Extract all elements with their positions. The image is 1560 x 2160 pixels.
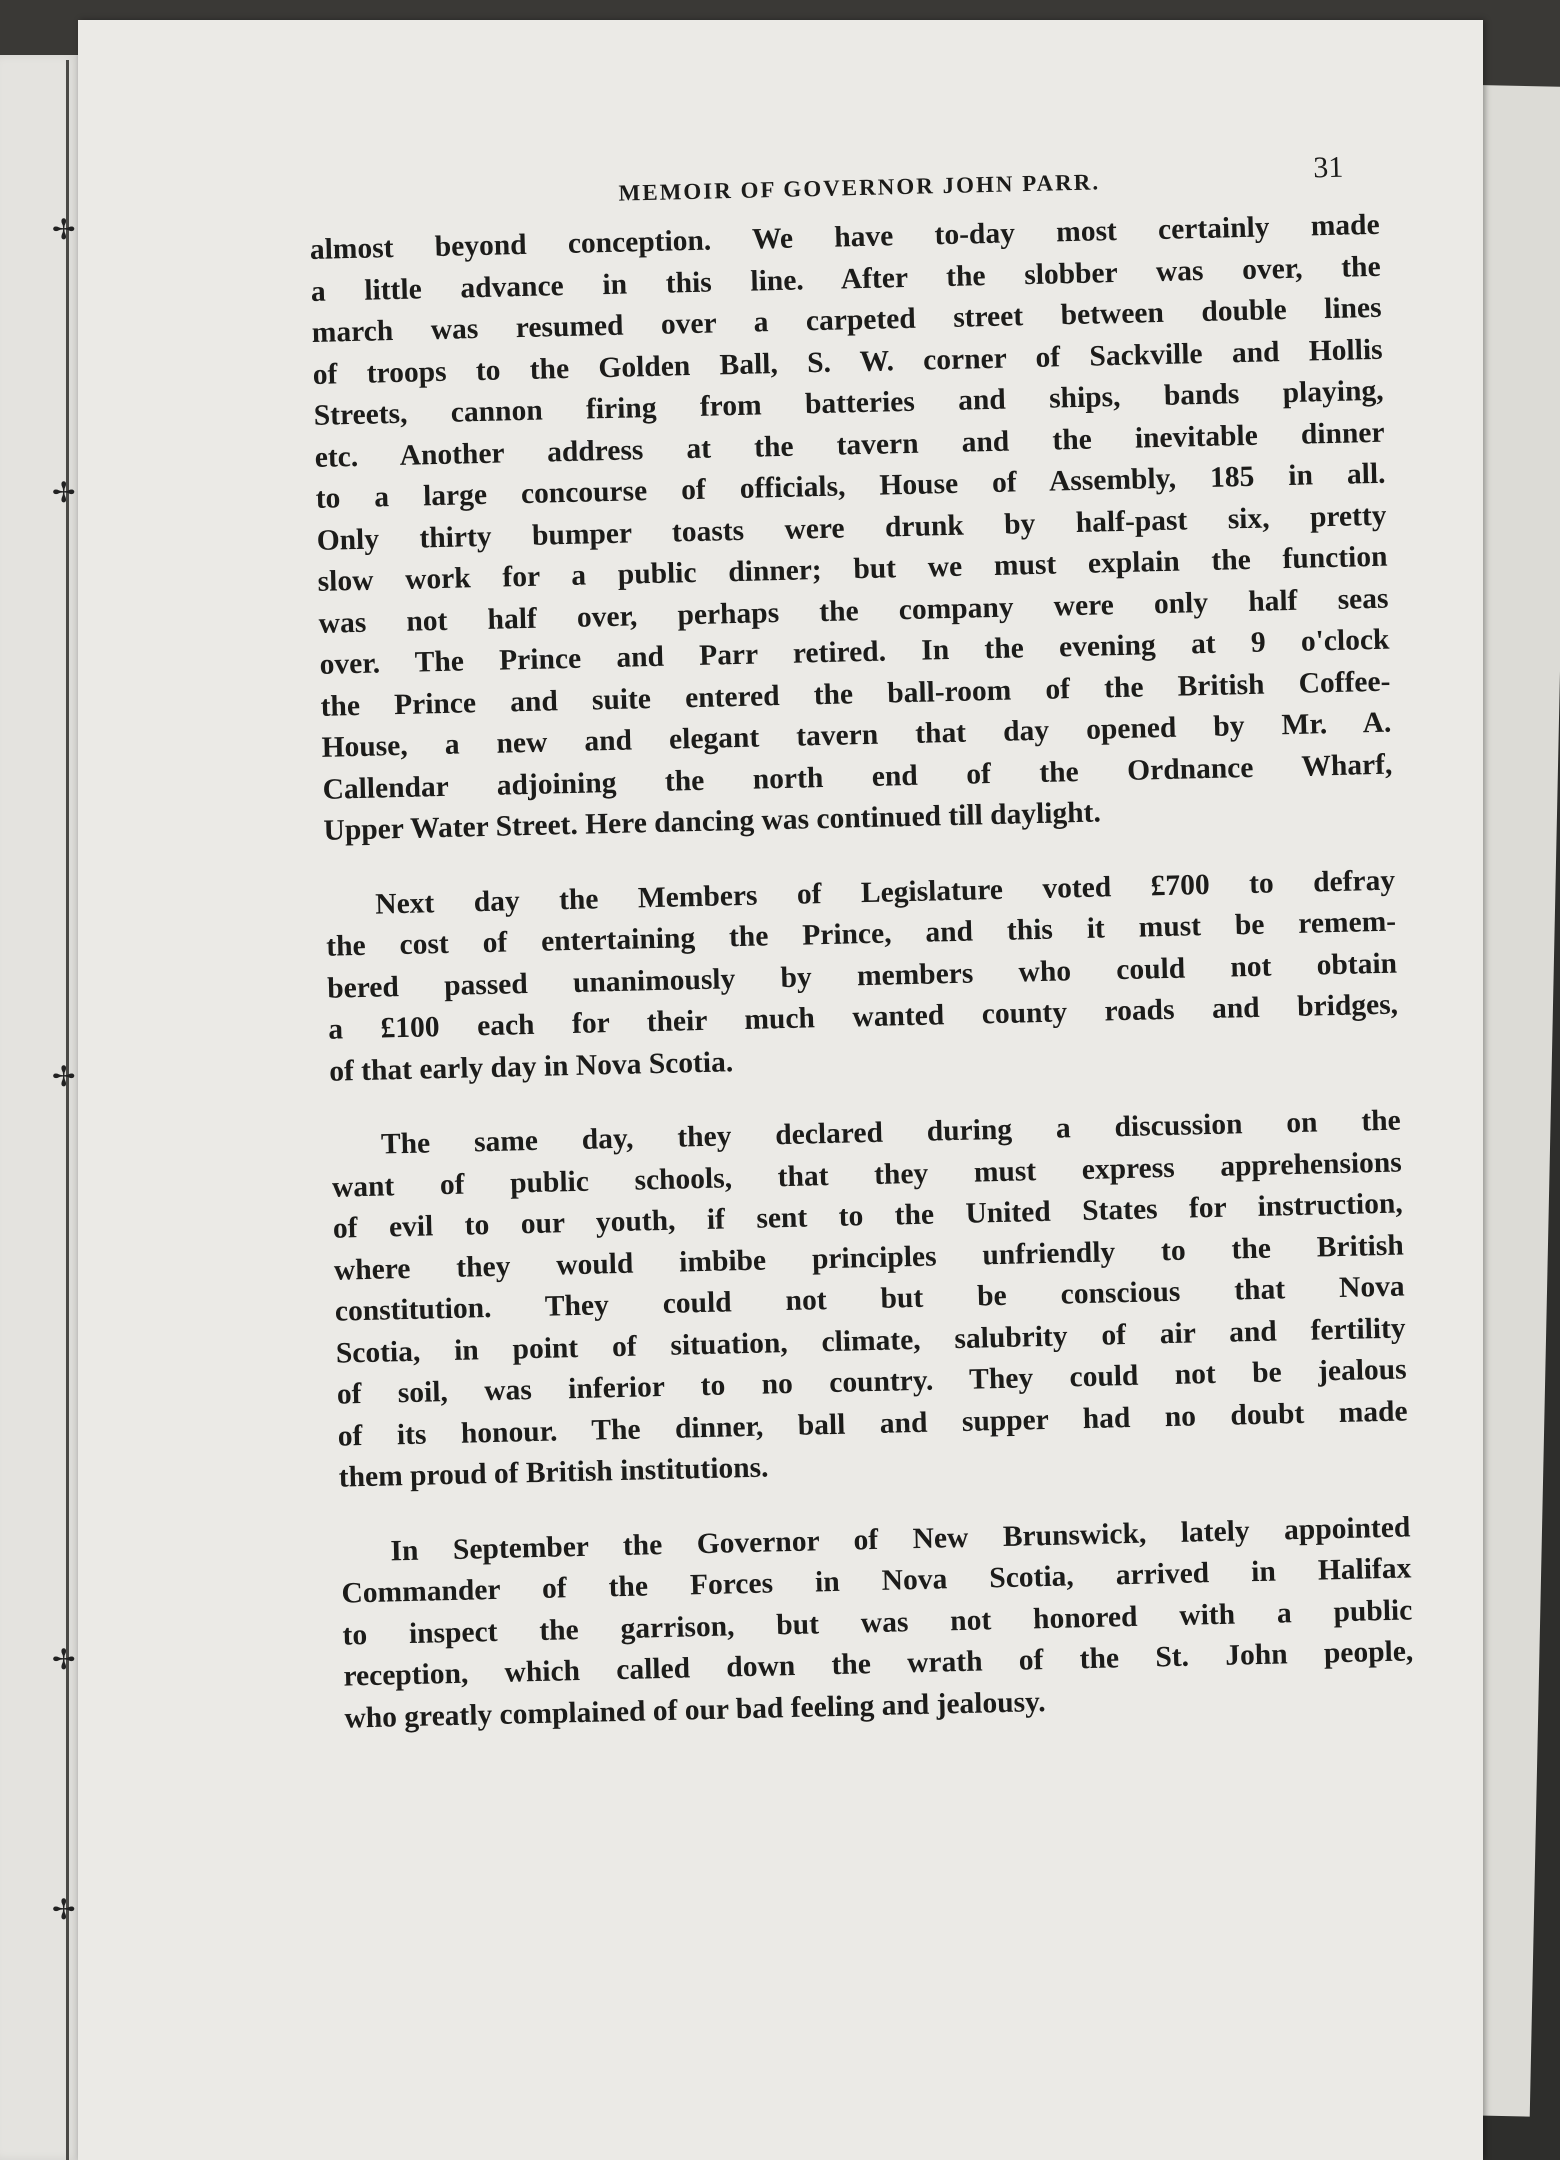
text-line: over. The Prince and Parr retired. In the evening at 9 o'clock (319, 623, 1390, 681)
text-line: Only thirty bumper toasts were drunk by half-past six, pretty (316, 499, 1387, 557)
text-line: of soil, was inferior to no country. They could not be jealous (336, 1353, 1407, 1411)
text-line: the cost of entertaining the Prince, and this it must be remem- (325, 905, 1397, 963)
text-line: bered passed unanimously by members who could not obtain (326, 947, 1398, 1005)
text-line: a little advance in this line. After the slobber was over, the (310, 250, 1381, 308)
book-page (78, 20, 1483, 2160)
text-line: Streets, cannon firing from batteries and ships, bands playing, (313, 374, 1384, 432)
text-line: Upper Water Street. Here dancing was continued till daylight. (323, 796, 1102, 847)
paragraph-4 (340, 1507, 1415, 1740)
text-line: In September the Governor of New Brunswick, lately appointed (390, 1510, 1411, 1567)
text-line: reception, which called down the wrath of the St. John people, (343, 1635, 1414, 1693)
paragraph-2 (325, 860, 1400, 1093)
binding-stitch: ✢ (52, 1895, 76, 1926)
text-line: where they would imbibe principles unfriendly to the British (333, 1228, 1405, 1287)
text-line: who greatly complained of our bad feeling and jealousy. (344, 1685, 1046, 1735)
binding-stitch: ✢ (52, 478, 76, 509)
text-line: of that early day in Nova Scotia. (328, 1045, 734, 1088)
text-line: to a large concourse of officials, House of Assembly, 185 in all. (315, 457, 1386, 515)
text-line: House, a new and elegant tavern that day opened by Mr. A. (321, 706, 1392, 764)
text-line: etc. Another address at the tavern and the inevitable dinner (314, 416, 1385, 474)
text-line: Commander of the Forces in Nova Scotia, arrived in Halifax (341, 1552, 1412, 1610)
paragraph-1 (309, 205, 1393, 853)
binding-stitch: ✢ (52, 1645, 76, 1676)
text-line: almost beyond conception. We have to-day most certainly made (309, 208, 1380, 266)
text-line: of evil to our youth, if sent to the United States for instruction, (332, 1187, 1404, 1245)
text-line: slow work for a public dinner; but we must explain the function (317, 540, 1388, 598)
text-line: of troops to the Golden Ball, S. W. corner of Sackville and Hollis (312, 333, 1383, 391)
binding-stitch: ✢ (52, 1062, 76, 1093)
text-line: The same day, they declared during a discussion on the (380, 1104, 1402, 1161)
text-line: of its honour. The dinner, ball and supper had no doubt made (337, 1394, 1408, 1453)
text-line: march was resumed over a carpeted street between double lines (311, 291, 1382, 349)
text-line: a £100 each for their much wanted county roads and bridges, (327, 988, 1399, 1046)
text-line: Next day the Members of Legislature voted £700 to defray (374, 864, 1396, 921)
page-number: 31 (1312, 150, 1344, 185)
binding-stitch: ✢ (52, 215, 76, 246)
text-line: to inspect the garrison, but was not honored with a public (342, 1593, 1413, 1652)
text-line: constitution. They could not but be conscious that Nova (334, 1270, 1405, 1328)
text-line: was not half over, perhaps the company were only half seas (318, 582, 1389, 640)
text-line: Callendar adjoining the north end of the Ordnance Wharf, (322, 748, 1393, 806)
running-title: MEMOIR OF GOVERNOR JOHN PARR. (618, 169, 1101, 206)
text-line: Scotia, in point of situation, climate, salubrity of air and fertility (335, 1311, 1406, 1370)
page-text-block (308, 145, 1415, 1740)
binding-spine (66, 60, 69, 2160)
text-line: the Prince and suite entered the ball-room of the British Coffee- (320, 665, 1391, 723)
paragraph-3 (331, 1101, 1410, 1500)
text-line: want of public schools, that they must express apprehensions (331, 1146, 1403, 1204)
text-line: them proud of British institutions. (338, 1451, 769, 1494)
